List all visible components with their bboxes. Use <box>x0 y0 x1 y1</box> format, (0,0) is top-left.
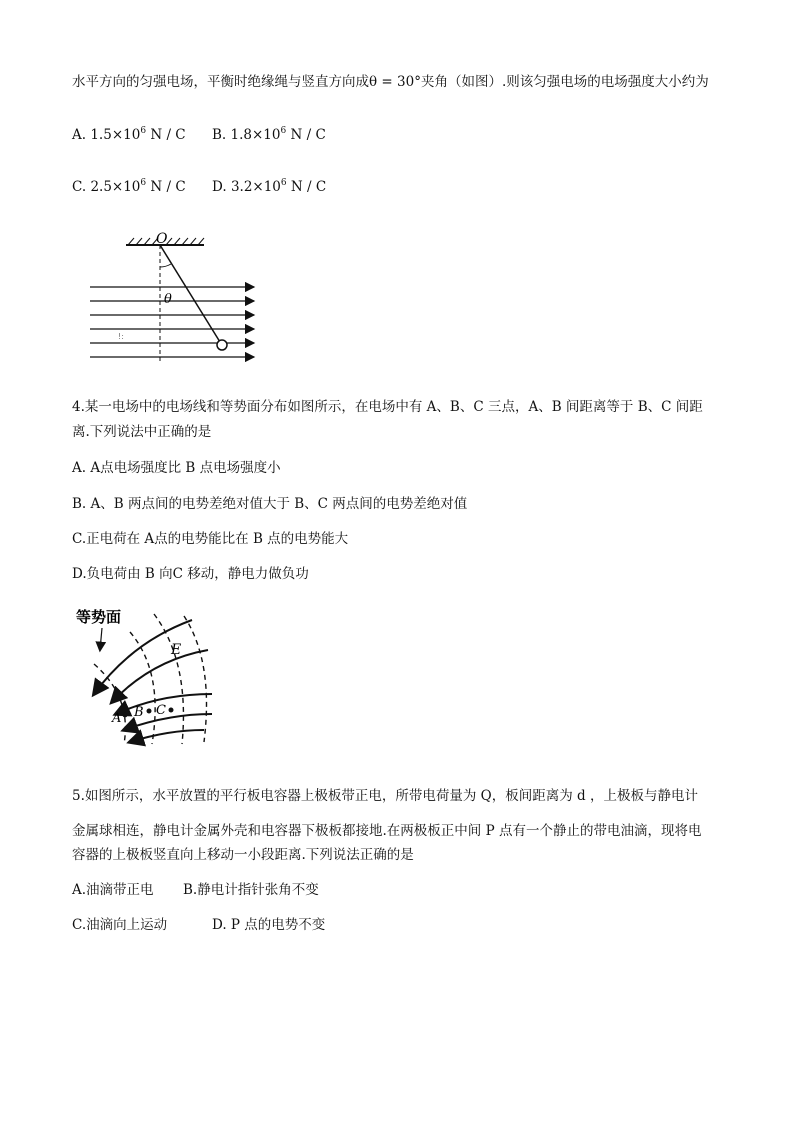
q3-option-d <box>212 177 326 197</box>
angle-label: θ <box>164 292 172 307</box>
point-c <box>169 708 174 713</box>
option-letter: C. <box>72 179 87 195</box>
equipotential-lines <box>94 614 207 744</box>
q5-option-a: A.油滴带正电 <box>72 882 154 898</box>
equipotential-label: 等势面 <box>76 608 122 626</box>
q5-option-d: D. P 点的电势不变 <box>212 917 326 933</box>
option-letter: D. <box>212 179 227 195</box>
point-b <box>147 709 152 714</box>
point-a-label: A <box>112 711 122 726</box>
field-label-e: E <box>171 642 182 658</box>
option-exponent: 6 <box>280 178 287 188</box>
q5-stem-line2: 金属球相连，静电计金属外壳和电容器下极板都接地.在两极板正中间 P 点有一个静止的带电油滴，现将电 <box>72 823 702 839</box>
option-letter: B. <box>212 127 227 143</box>
q4-option-b: B. A、B 两点间的电势差绝对值大于 B、C 两点间的电势差绝对值 <box>72 496 468 512</box>
q4-field-figure <box>72 602 232 752</box>
point-a <box>123 713 128 718</box>
option-unit: N / C <box>286 127 326 143</box>
option-mantissa: 1.5×10 <box>90 127 141 143</box>
q4-option-c: C.正电荷在 A点的电势能比在 B 点的电势能大 <box>72 531 349 547</box>
q4-option-a: A. A点电场强度比 B 点电场强度小 <box>72 460 281 476</box>
option-exponent: 6 <box>280 126 287 136</box>
label-pointer-arrow <box>100 628 102 650</box>
q3-stem: 水平方向的匀强电场，平衡时绝缘绳与竖直方向成θ = 30°夹角（如图）.则该匀强电场的电场强度大小约为 <box>72 74 709 90</box>
pivot-label: O <box>156 231 168 247</box>
q5-option-c: C.油滴向上运动 <box>72 917 168 933</box>
option-letter: A. <box>72 127 87 143</box>
q4-stem-line2: 离.下列说法中正确的是 <box>72 424 212 440</box>
stray-mark: !: <box>118 332 124 341</box>
point-b-label: B <box>134 705 144 720</box>
option-exponent: 6 <box>140 178 147 188</box>
option-mantissa: 3.2×10 <box>230 179 281 195</box>
field-lines <box>90 287 254 357</box>
q3-option-c <box>72 177 186 197</box>
option-unit: N / C <box>286 179 327 195</box>
option-mantissa: 1.8×10 <box>230 127 281 143</box>
q3-option-b <box>212 125 326 145</box>
option-unit: N / C <box>146 179 186 195</box>
q5-stem-line3: 容器的上极板竖直向上移动一小段距离.下列说法正确的是 <box>72 847 414 863</box>
option-mantissa: 2.5×10 <box>90 179 141 195</box>
point-c-label: C <box>156 703 166 718</box>
q3-option-a <box>72 125 186 145</box>
q3-pendulum-figure <box>86 225 266 375</box>
option-unit: N / C <box>146 127 186 143</box>
charged-ball <box>217 340 227 350</box>
option-exponent: 6 <box>140 126 147 136</box>
q4-option-d: D.负电荷由 B 向C 移动，静电力做负功 <box>72 566 309 582</box>
q5-stem-line1: 5.如图所示，水平放置的平行板电容器上极板带正电，所带电荷量为 Q，板间距离为 d ，上极板与静电计 <box>72 788 698 804</box>
angle-arc <box>160 264 171 267</box>
q5-option-b: B.静电计指针张角不变 <box>183 882 319 898</box>
q4-stem-line1: 4.某一电场中的电场线和等势面分布如图所示，在电场中有 A、B、C 三点，A、B 间距离等于 B、C 间距 <box>72 399 703 415</box>
